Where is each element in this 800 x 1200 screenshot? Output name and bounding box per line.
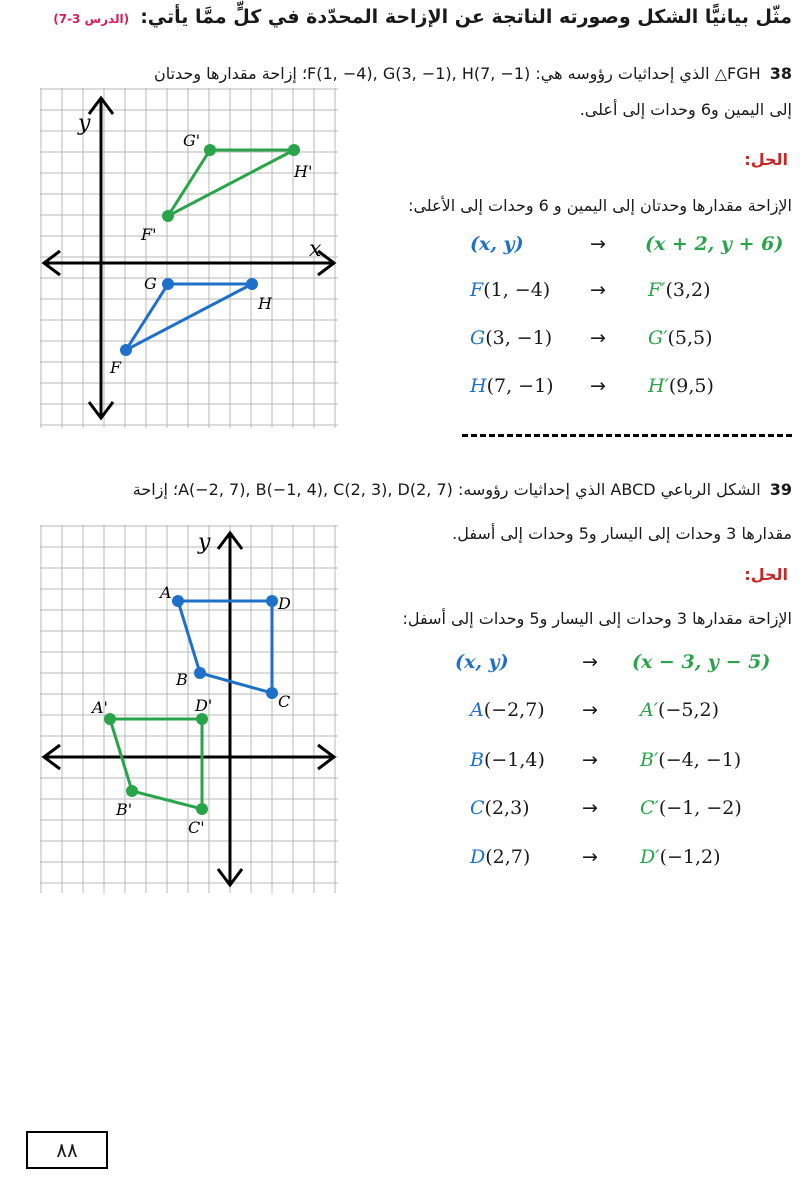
p38-map-F-arrow: → xyxy=(590,279,606,301)
p39-rule-arrow: → xyxy=(582,651,598,673)
label-C: C xyxy=(278,692,291,711)
p38-rule-right: (x + 2, y + 6) xyxy=(645,233,784,255)
point-B-prime xyxy=(126,785,138,797)
point-F xyxy=(120,344,132,356)
p39-map-B-arrow: → xyxy=(582,749,598,771)
problem-39-statement xyxy=(133,480,792,499)
y-axis-label-39: y xyxy=(198,530,211,555)
triangle-FGH xyxy=(126,284,252,350)
label-D-prime: D' xyxy=(195,696,213,715)
label-G: G xyxy=(144,274,157,293)
problem-38-number: 38 xyxy=(769,64,792,83)
quad-ABCD xyxy=(178,601,272,693)
label-H: H xyxy=(258,294,272,313)
point-F-prime xyxy=(162,210,174,222)
p38-map-G-right: G′(5,5) xyxy=(648,327,713,349)
lesson-tag: (الدرس 3-7) xyxy=(53,12,130,26)
p39-map-A-arrow: → xyxy=(582,699,598,721)
instruction-text: مثّل بيانيًّا الشكل وصورته الناتجة عن الإزاحة المحدّدة في كلٍّ ممَّا يأتي: xyxy=(140,6,792,28)
label-G-prime: G' xyxy=(183,131,201,150)
p39-rule-right: (x − 3, y − 5) xyxy=(632,651,771,673)
label-B-prime: B' xyxy=(116,800,133,819)
problem-38-line2: إلى اليمين و6 وحدات إلى أعلى. xyxy=(579,100,792,119)
problem-39-number: 39 xyxy=(769,480,792,499)
p38-rule-left: (x, y) xyxy=(470,233,524,255)
problem-39-line2: مقدارها 3 وحدات إلى اليسار و5 وحدات إلى أسفل. xyxy=(452,524,792,543)
point-H xyxy=(246,278,258,290)
page-header xyxy=(2,6,792,36)
triangle-FGH-prime xyxy=(168,150,294,216)
label-C-prime: C' xyxy=(188,818,205,837)
p38-map-H-arrow: → xyxy=(590,375,606,397)
point-H-prime xyxy=(288,144,300,156)
label-B: B xyxy=(176,670,188,689)
page-number: ٨٨ xyxy=(26,1131,108,1169)
p38-map-F-left: F(1, −4) xyxy=(470,279,551,301)
point-A xyxy=(172,595,184,607)
p39-map-B-left: B(−1,4) xyxy=(470,749,545,771)
problem-39-explanation: الإزاحة مقدارها 3 وحدات إلى اليسار و5 وحدات إلى أسفل: xyxy=(402,609,792,628)
p39-rule-left: (x, y) xyxy=(455,651,509,673)
p39-map-D-left: D(2,7) xyxy=(470,846,531,868)
separator xyxy=(462,434,792,437)
p38-map-H-left: H(7, −1) xyxy=(470,375,554,397)
label-F-prime: F' xyxy=(141,225,157,244)
p38-map-G-left: G(3, −1) xyxy=(470,327,553,349)
p39-map-D-right: D′(−1,2) xyxy=(640,846,721,868)
problem-38-solution-label: الحل: xyxy=(744,150,788,169)
graph-39 xyxy=(40,525,338,893)
point-C xyxy=(266,687,278,699)
problem-39-solution-label: الحل: xyxy=(744,565,788,584)
point-C-prime xyxy=(196,803,208,815)
problem-38-statement xyxy=(154,64,792,83)
problem-38-line1: FGH△ الذي إحداثيات رؤوسه هي: F(1, −4), G(3, −1), H(7, −1)؛ إزاحة مقدارها وحدتان xyxy=(153,64,761,83)
point-G-prime xyxy=(204,144,216,156)
point-D xyxy=(266,595,278,607)
p38-map-H-right: H′(9,5) xyxy=(648,375,714,397)
label-A-prime: A' xyxy=(92,698,108,717)
problem-38-explanation: الإزاحة مقدارها وحدتان إلى اليمين و 6 وحدات إلى الأعلى: xyxy=(408,196,792,215)
p39-map-C-arrow: → xyxy=(582,797,598,819)
point-G xyxy=(162,278,174,290)
p39-map-A-left: A(−2,7) xyxy=(470,699,545,721)
p39-map-C-left: C(2,3) xyxy=(470,797,530,819)
point-B xyxy=(194,667,206,679)
label-F: F xyxy=(110,358,122,377)
y-axis-label: y xyxy=(78,111,91,136)
p38-map-G-arrow: → xyxy=(590,327,606,349)
problem-39-line1: الشكل الرباعي ABCD الذي إحداثيات رؤوسه: A(−2, 7), B(−1, 4), C(2, 3), D(2, 7)؛ إزاحة xyxy=(132,480,761,499)
p38-map-F-right: F′(3,2) xyxy=(648,279,711,301)
p39-map-D-arrow: → xyxy=(582,846,598,868)
graph-38 xyxy=(40,88,338,428)
p38-rule-arrow: → xyxy=(590,233,606,255)
label-D: D xyxy=(278,594,291,613)
p39-map-B-right: B′(−4, −1) xyxy=(640,749,742,771)
label-H-prime: H' xyxy=(294,162,313,181)
x-axis-label: x xyxy=(309,237,322,262)
label-A: A xyxy=(160,583,172,602)
p39-map-A-right: A′(−5,2) xyxy=(640,699,720,721)
p39-map-C-right: C′(−1, −2) xyxy=(640,797,742,819)
